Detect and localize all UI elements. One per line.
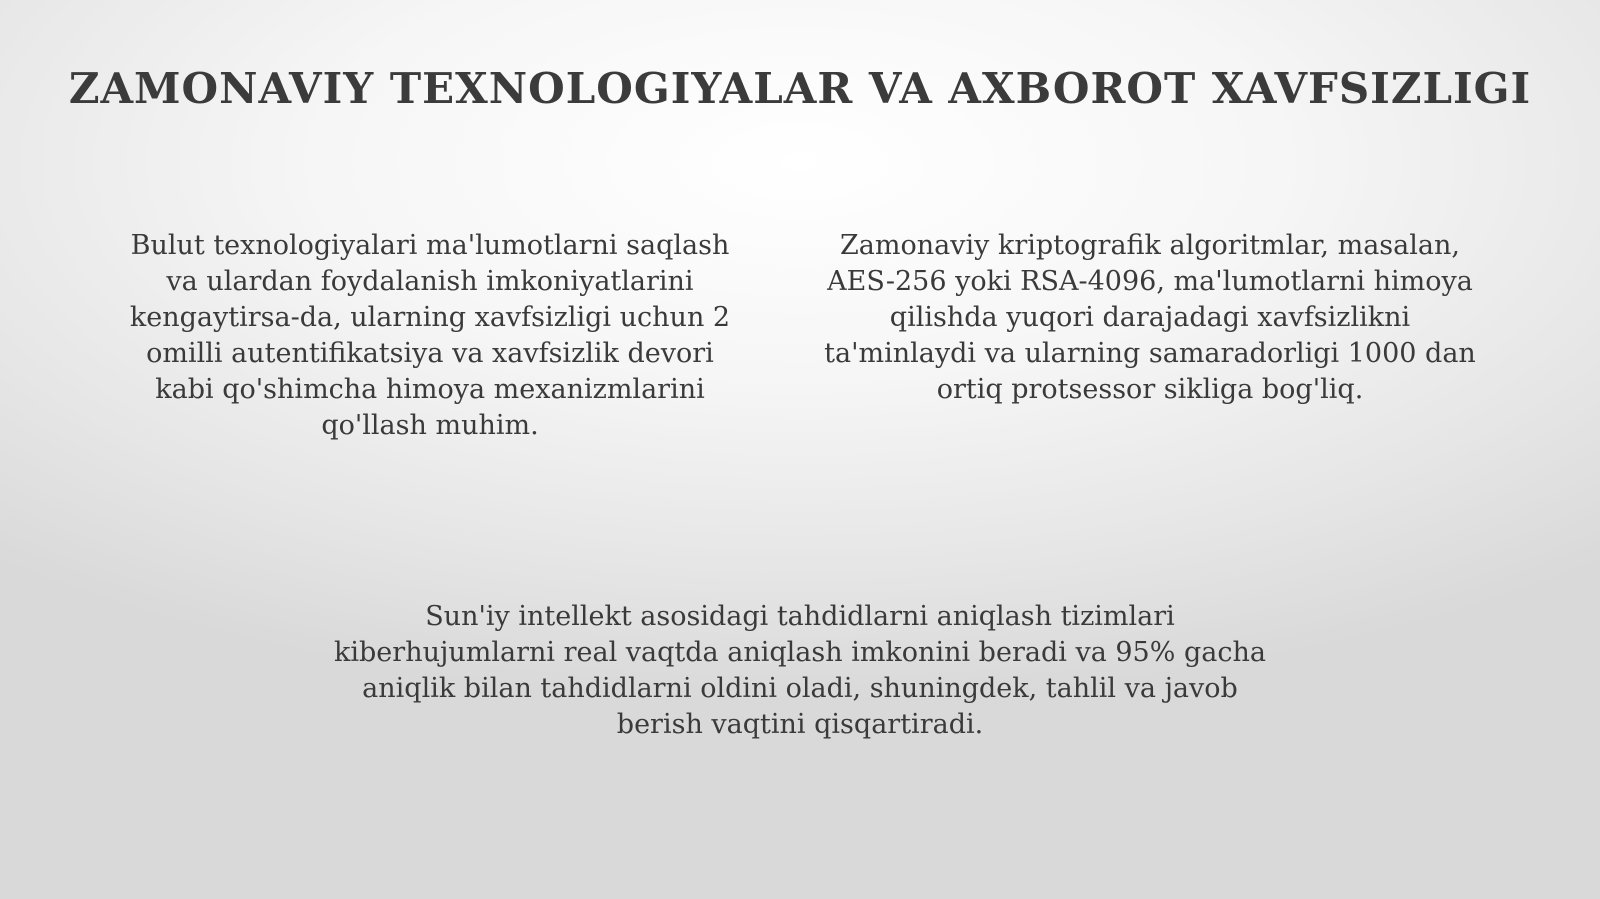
slide-title: ZAMONAVIY TEXNOLOGIYALAR VA AXBOROT XAVFSIZLIGI [68,64,1532,113]
left-text-line: kengaytirsa-da, ularning xavfsizligi uchun 2 [129,302,731,333]
right-text-line: qilishda yuqori darajadagi xavfsizlikni [889,302,1411,333]
bottom-text-line: kiberhujumlarni real vaqtda aniqlash imkonini beradi va 95% gacha [334,637,1266,668]
right-text-line: ortiq protsessor sikliga bog'liq. [936,374,1364,405]
left-text-line: qo'llash muhim. [321,410,539,441]
right-text-line: ta'minlaydi va ularning samaradorligi 1000 dan [824,338,1476,369]
right-text-line: AES-256 yoki RSA-4096, ma'lumotlarni himoya [827,266,1473,297]
left-text-line: omilli autentifikatsiya va xavfsizlik devori [146,338,714,369]
right-text-line: Zamonaviy kriptografik algoritmlar, masalan, [840,230,1460,261]
bottom-text-line: aniqlik bilan tahdidlarni oldini oladi, shuningdek, tahlil va javob [362,673,1238,704]
left-text-line: kabi qo'shimcha himoya mexanizmlarini [155,374,705,405]
left-text-line: va ulardan foydalanish imkoniyatlarini [166,266,694,297]
left-text-block [100,228,760,444]
bottom-text-block [300,599,1300,743]
bottom-text-line: berish vaqtini qisqartiradi. [616,709,984,740]
left-text-line: Bulut texnologiyalari ma'lumotlarni saqlash [130,230,730,261]
right-text-block [800,228,1500,408]
bottom-text-line: Sun'iy intellekt asosidagi tahdidlarni aniqlash tizimlari [425,601,1175,632]
